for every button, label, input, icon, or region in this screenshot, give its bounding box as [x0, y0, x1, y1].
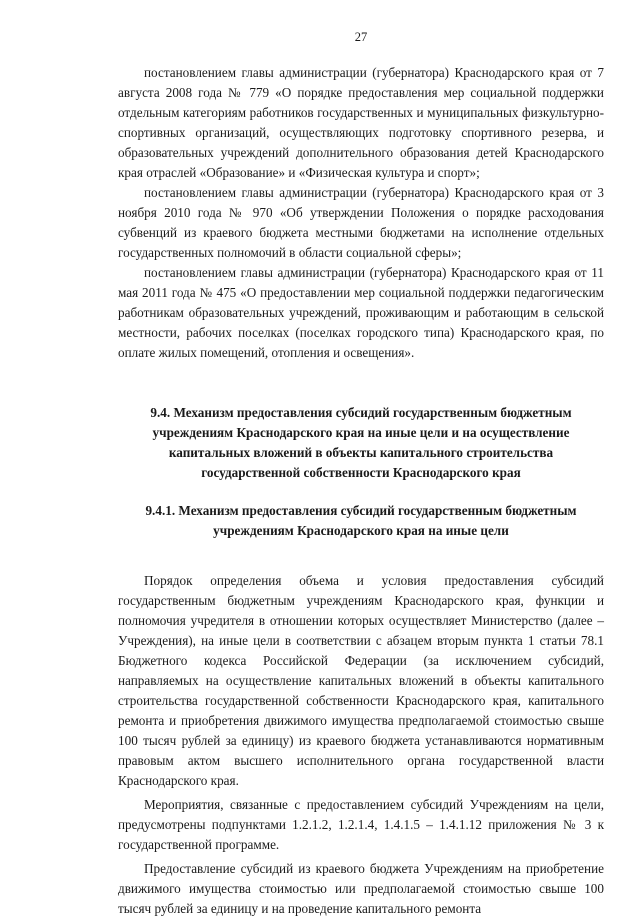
- paragraph-subsidy-activities: Мероприятия, связанные с предоставлением субсидий Учреждениям на цели, предусмотрены подпунктами 1.2.1.2, 1.2.1.4, 1.4.1.5 – 1.4.1.12 приложения № 3 к государственной программе.: [118, 797, 604, 852]
- paragraph-decree-779: постановлением главы администрации (губернатора) Краснодарского края от 7 августа 2008 года № 779 «О порядке предоставления мер социальной поддержки отдельным категориям работников государственных и муниципальных физкультурно-спортивных организаций, осуществляющих подготовку спортивного резерва, и образовательных учреждений дополнительного образования детей Краснодарского края отраслей «Образование» и «Физическая культура и спорт»;: [118, 65, 604, 180]
- paragraph-decree-970: постановлением главы администрации (губернатора) Краснодарского края от 3 ноября 2010 года № 970 «Об утверждении Положения о порядке расходования субвенций из краевого бюджета местными бюджетами на исполнение отдельных государственных полномочий в области социальной сферы»;: [118, 185, 604, 260]
- page-number: 27: [354, 30, 368, 44]
- paragraph-subsidy-movable-property: Предоставление субсидий из краевого бюджета Учреждениям на приобретение движимого имущества стоимостью или предполагаемой стоимостью свыше 100 тысяч рублей за единицу и на проведение капитального ремонта: [118, 861, 604, 916]
- section-heading-9-4: 9.4. Механизм предоставления субсидий государственным бюджетным учреждениям Краснодарского края на иные цели и на осуществление капитальных вложений в объекты капитального строительства государственной собственности Краснодарского края: [150, 405, 572, 480]
- subsection-heading-9-4-1: 9.4.1. Механизм предоставления субсидий государственным бюджетным учреждениям Краснодарского края на иные цели: [145, 503, 577, 538]
- paragraph-decree-475: постановлением главы администрации (губернатора) Краснодарского края от 11 мая 2011 года № 475 «О предоставлении мер социальной поддержки педагогическим работникам образовательных учреждений, проживающим и работающим в сельской местности, рабочих поселках (поселках городского типа) Краснодарского края, по оплате жилых помещений, отопления и освещения».: [118, 265, 604, 360]
- paragraph-subsidy-procedure: Порядок определения объема и условия предоставления субсидий государственным бюджетным учреждениям Краснодарского края, функции и полномочия учредителя в отношении которых осуществляет Министерство (далее – Учреждения), на иные цели в соответствии с абзацем вторым пункта 1 статьи 78.1 Бюджетного кодекса Российской Федерации (за исключением субсидий, направляемых на осуществление капитальных вложений в объекты капитального строительства государственной собственности Краснодарского края, капитального ремонта и приобретения движимого имущества предполагаемой стоимостью свыше 100 тысяч рублей за единицу) из краевого бюджета устанавливаются нормативным правовым актом высшего исполнительного органа государственной власти Краснодарского края.: [118, 573, 604, 788]
